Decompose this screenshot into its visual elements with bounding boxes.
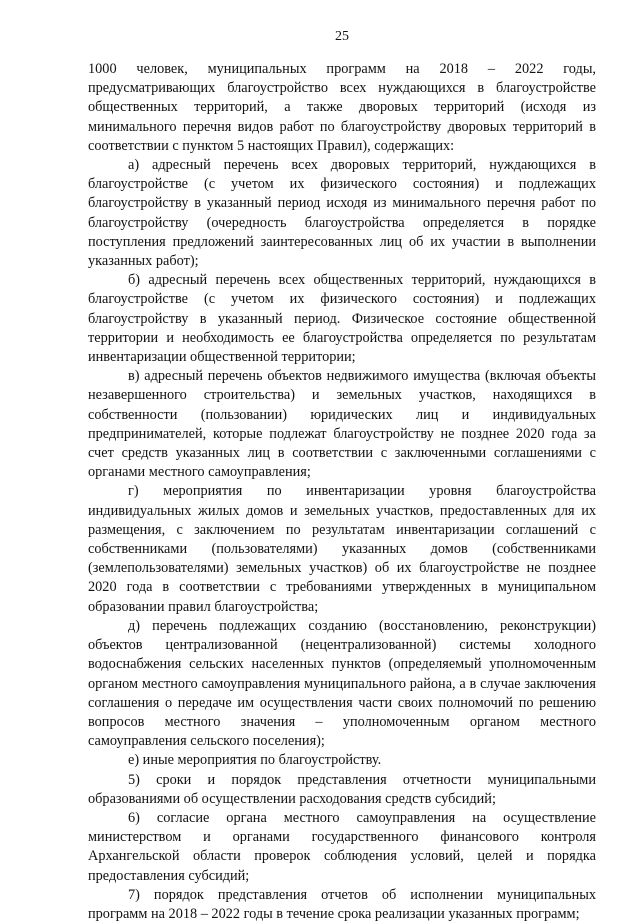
body-text	[88, 60, 596, 924]
paragraph-item-v: в) адресный перечень объектов недвижимого имущества (включая объекты незавершенного строительства) и земельных участков, находящихся в собственности (пользовании) юридических лиц и индивидуальных предпринимателей, которые подлежат благоустройству не позднее 2020 года за счет средств указанных лиц в соответствии с заключенными соглашениями с органами местного самоуправления;	[88, 368, 596, 481]
page-number: 25	[335, 29, 349, 44]
paragraph-item-6: 6) согласие органа местного самоуправления на осуществление министерством и органами государственного финансового контроля Архангельской области проверок соблюдения условий, целей и порядка предоставления субсидий;	[88, 809, 596, 884]
paragraph-item-5: 5) сроки и порядок представления отчетности муниципальными образованиями об осуществлении расходования средств субсидий;	[88, 771, 596, 807]
paragraph-item-g: г) мероприятия по инвентаризации уровня благоустройства индивидуальных жилых домов и земельных участков, предоставленных для их размещения, с заключением по результатам инвентаризации соглашений с собственниками (пользователями) указанных домов (собственниками (землепользователями) земельных участков) об их благоустройстве не позднее 2020 года в соответствии с требованиями утвержденных в муниципальном образовании правил благоустройства;	[88, 483, 596, 615]
paragraph-item-b: б) адресный перечень всех общественных территорий, нуждающихся в благоустройстве (с учетом их физического состояния) и подлежащих благоустройству в указанный период. Физическое состояние общественной территории и необходимость ее благоустройства определяется по результатам инвентаризации общественной территории;	[88, 272, 596, 366]
paragraph-item-7: 7) порядок представления отчетов об исполнении муниципальных программ на 2018 – 2022 годы в течение срока реализации указанных программ;	[88, 886, 596, 922]
paragraph-item-a: а) адресный перечень всех дворовых территорий, нуждающихся в благоустройстве (с учетом их физического состояния) и подлежащих благоустройству в указанный период исходя из минимального перечня работ по благоустройству (очередность благоустройства определяется в порядке поступления предложений заинтересованных лиц об их участии в выполнении указанных работ);	[88, 157, 596, 270]
paragraph-intro-continuation: 1000 человек, муниципальных программ на 2018 – 2022 годы, предусматривающих благоустройство всех нуждающихся в благоустройстве общественных территорий, а также дворовых территорий (исходя из минимального перечня видов работ по благоустройству дворовых территорий в соответствии с пунктом 5 настоящих Правил), содержащих:	[88, 61, 596, 154]
paragraph-item-e: е) иные мероприятия по благоустройству.	[128, 752, 382, 769]
paragraph-item-d: д) перечень подлежащих созданию (восстановлению, реконструкции) объектов централизованной (нецентрализованной) системы холодного водоснабжения сельских населенных пунктов (определяемый уполномоченным органом местного самоуправления муниципального района, а в случае заключения соглашения о передаче им осуществления части своих полномочий по решению вопросов местного значения – уполномоченным органом местного самоуправления сельского поселения);	[88, 617, 596, 750]
